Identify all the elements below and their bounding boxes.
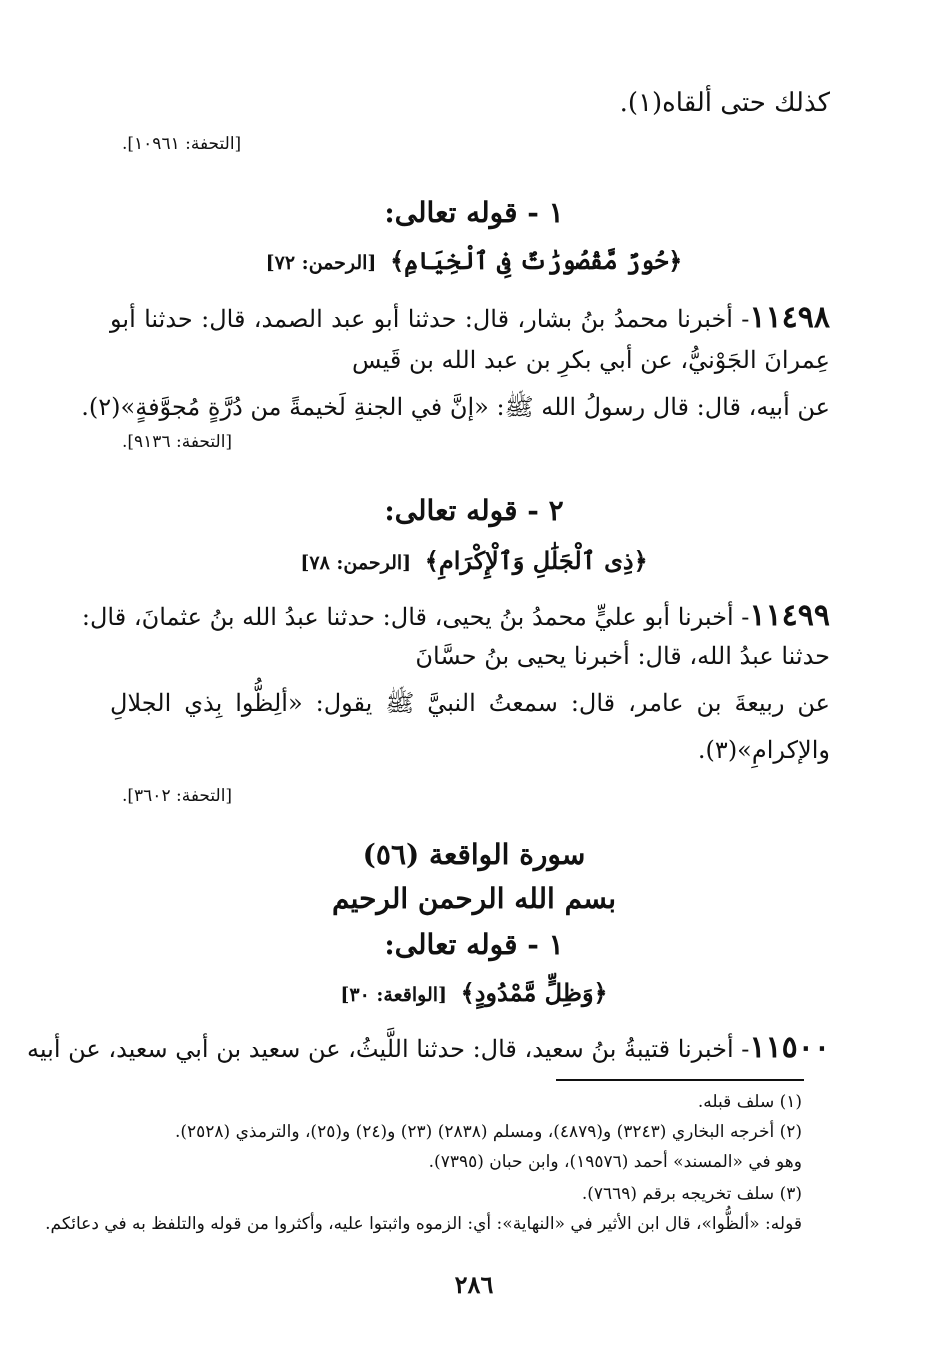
- hadith-line: حدثنا عبدُ الله، قال: أخبرنا يحيى بنُ حسَّانَ: [415, 642, 830, 670]
- section-heading: ١ - قوله تعالى:: [384, 928, 564, 961]
- hadith-text: - أخبرنا محمدُ بنُ بشار، قال: حدثنا أبو عبد الصمد، قال: حدثنا أبو: [110, 305, 750, 333]
- ayah-reference: [الواقعة: ٣٠]: [340, 984, 448, 1006]
- tuhfa-reference: [التحفة: ٣٦٠٢].: [122, 786, 233, 806]
- hadith-text: - أخبرنا قتيبةُ بنُ سعيد، قال: حدثنا اللَّيثُ، عن سعيد بن أبي سعيد، عن أبيه: [27, 1035, 750, 1063]
- ayah-text: ﴿حُورٌ مَّقْصُورَٰتٌ فِى ٱلْخِيَامِ﴾: [390, 246, 683, 275]
- hadith-line: والإكرامِ»(٣).: [697, 736, 830, 764]
- basmala: بسم الله الرحمن الرحيم: [332, 882, 616, 915]
- tuhfa-reference: [التحفة: ٩١٣٦].: [122, 432, 233, 452]
- ayah-reference: [الرحمن: ٧٢]: [265, 252, 377, 274]
- section-heading: ٢ - قوله تعالى:: [384, 494, 564, 527]
- ayah-quote: [0, 978, 948, 1007]
- page-number: ٢٨٦: [454, 1270, 494, 1299]
- footnote: قوله: «ألظُّوا»، قال ابن الأثير في «النهاية»: أي: الزموه واثبتوا عليه، وأكثروا من قوله والتلفظ به في دعائكم.: [45, 1214, 802, 1234]
- ayah-quote: [0, 546, 948, 575]
- surah-title: سورة الواقعة (٥٦): [362, 838, 586, 871]
- footnote: وهو في «المسند» أحمد (١٩٥٧٦)، وابن حبان (٧٣٩٥).: [428, 1152, 802, 1172]
- hadith-line: [110, 300, 830, 335]
- footnote: (٢) أخرجه البخاري (٣٢٤٣) و(٤٨٧٩)، ومسلم (٢٨٣٨) (٢٣) و(٢٤) و(٢٥)، والترمذي (٢٥٢٨).: [174, 1122, 802, 1142]
- hadith-line: [27, 1030, 830, 1065]
- ayah-text: ﴿ذِى ٱلْجَلَٰلِ وَٱلْإِكْرَامِ﴾: [424, 546, 648, 575]
- ayah-quote: [0, 246, 948, 275]
- ayah-text: ﴿وَظِلٍّ مَّمْدُودٍ﴾: [460, 978, 608, 1007]
- top-line: كذلك حتى ألقاه(١).: [619, 88, 830, 118]
- hadith-line: [81, 598, 830, 633]
- hadith-line: عن ربيعةَ بن عامر، قال: سمعتُ النبيَّ ﷺ يقول: «ألِظُّوا بِذي الجلالِ: [110, 689, 830, 717]
- ayah-reference: [الرحمن: ٧٨]: [300, 552, 412, 574]
- hadith-number: ١١٤٩٨: [749, 300, 830, 335]
- footnote: (١) سلف قبله.: [697, 1092, 802, 1112]
- hadith-number: ١١٥٠٠: [749, 1030, 830, 1065]
- hadith-number: ١١٤٩٩: [749, 598, 830, 633]
- hadith-line: عِمرانَ الجَوْنيُّ، عن أبي بكرِ بن عبد الله بن قَيس: [352, 346, 830, 374]
- footnote: (٣) سلف تخريجه برقم (٧٦٦٩).: [581, 1184, 802, 1204]
- footnote-divider: [556, 1079, 804, 1081]
- section-heading: ١ - قوله تعالى:: [384, 196, 564, 229]
- hadith-line: عن أبيه، قال: قال رسولُ الله ﷺ: «إنَّ في الجنةِ لَخيمةً من دُرَّةٍ مُجوَّفةٍ»(٢).: [81, 393, 830, 421]
- tuhfa-reference: [التحفة: ١٠٩٦١].: [122, 134, 242, 154]
- hadith-text: - أخبرنا أبو عليٍّ محمدُ بنُ يحيى، قال: حدثنا عبدُ الله بنُ عثمانَ، قال:: [81, 603, 750, 631]
